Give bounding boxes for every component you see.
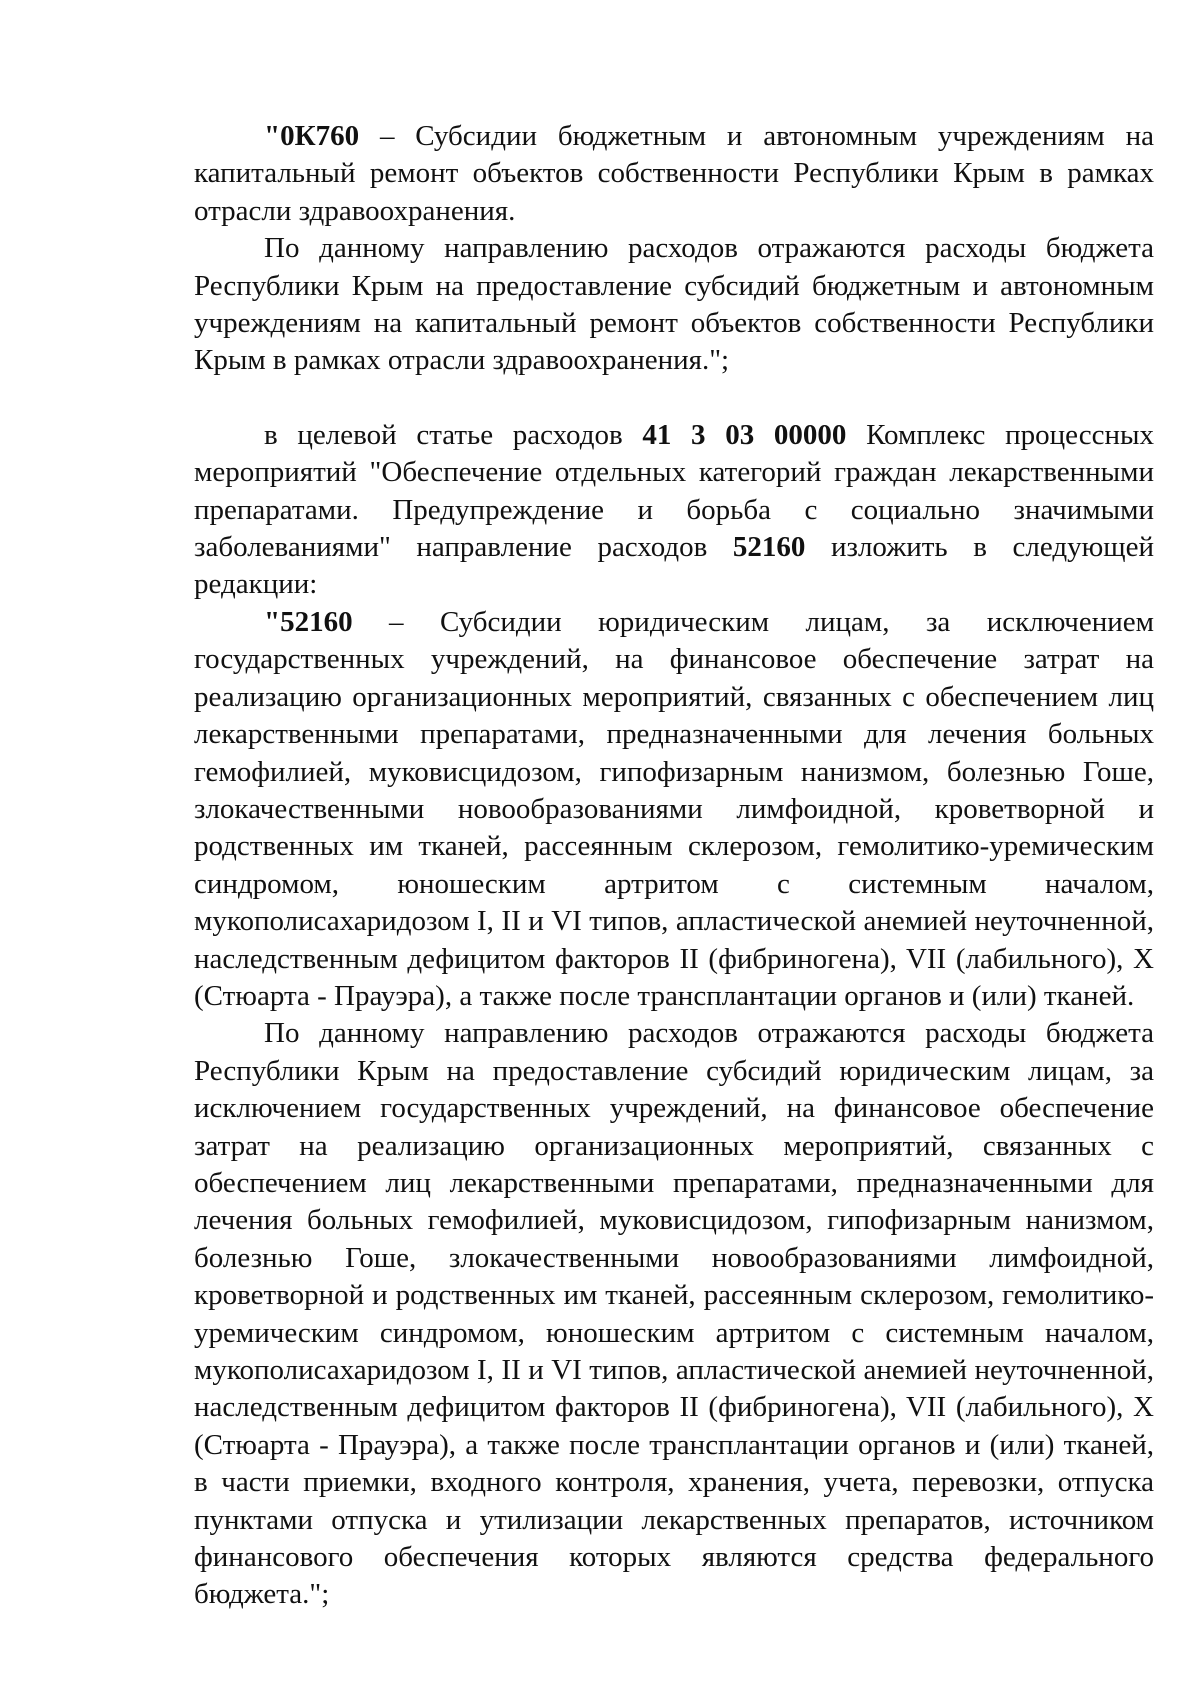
paragraph-text: Комплекс процессных мероприятий "Обеспечение отдельных категорий граждан лекарственными препаратами. Предупреждение и борьба с социально значимыми заболеваниями" направление расходов (194, 418, 1154, 564)
paragraph-0k760-definition (194, 118, 1154, 230)
document-page (194, 118, 1154, 1614)
paragraph-text: – Субсидии бюджетным и автономным учреждениям на капитальный ремонт объектов собственности Республики Крым в рамках отрасли здравоохранения. (194, 120, 1154, 227)
expense-code-0k760: "0К760 (264, 120, 360, 152)
paragraph-text: – Субсидии юридическим лицам, за исключением государственных учреждений, на финансовое обеспечение затрат на реализацию организационных мероприятий, связанных с обеспечением лиц лекарственными препаратами, предназначенными для лечения больных гемофилией, муковисцидозом, гипофизарным нанизмом, болезнью Гоше, злокачественными новообразованиями лимфоидной, кроветворной и родственных им тканей, рассеянным склерозом, гемолитико-уремическим синдромом, юношеским артритом с системным началом, мукополисахаридозом I, II и VI типов, апластической анемией неуточненной, наследственным дефицитом факторов II (фибриногена), VII (лабильного), X (Стюарта - Прауэра), а также после трансплантации органов и (или) тканей. (194, 605, 1154, 1012)
expense-code-52160-quoted: "52160 (264, 605, 353, 638)
paragraph-52160-description (194, 1015, 1154, 1614)
paragraph-target-article (194, 417, 1154, 604)
paragraph-0k760-description (194, 230, 1154, 380)
expense-code-52160: 52160 (732, 531, 806, 564)
paragraph-text: изложить в следующей редакции: (194, 531, 1154, 601)
paragraph-52160-definition (194, 604, 1154, 1015)
paragraph-text: По данному направлению расходов отражаются расходы бюджета Республики Крым на предоставление субсидий бюджетным и автономным учреждениям на капитальный ремонт объектов собственности Республики Крым в рамках отрасли здравоохранения."; (194, 232, 1154, 377)
paragraph-text: в целевой статье расходов (264, 418, 643, 451)
paragraph-text: По данному направлению расходов отражаются расходы бюджета Республики Крым на предоставление субсидий юридическим лицам, за исключением государственных учреждений, на финансовое обеспечение затрат на реализацию организационных мероприятий, связанных с обеспечением лиц лекарственными препаратами, предназначенными для лечения больных гемофилией, муковисцидозом, гипофизарным нанизмом, болезнью Гоше, злокачественными новообразованиями лимфоидной, кроветворной и родственных им тканей, рассеянным склерозом, гемолитико-уремическим синдромом, юношеским артритом с системным началом, мукополисахаридозом I, II и VI типов, апластической анемией неуточненной, наследственным дефицитом факторов II (фибриногена), VII (лабильного), X (Стюарта - Прауэра), а также после трансплантации органов и (или) тканей, в части приемки, входного контроля, хранения, учета, перевозки, отпуска пунктами отпуска и утилизации лекарственных препаратов, источником финансового обеспечения которых являются средства федерального бюджета."; (194, 1017, 1154, 1611)
target-article-code: 41 3 03 00000 (642, 418, 847, 451)
